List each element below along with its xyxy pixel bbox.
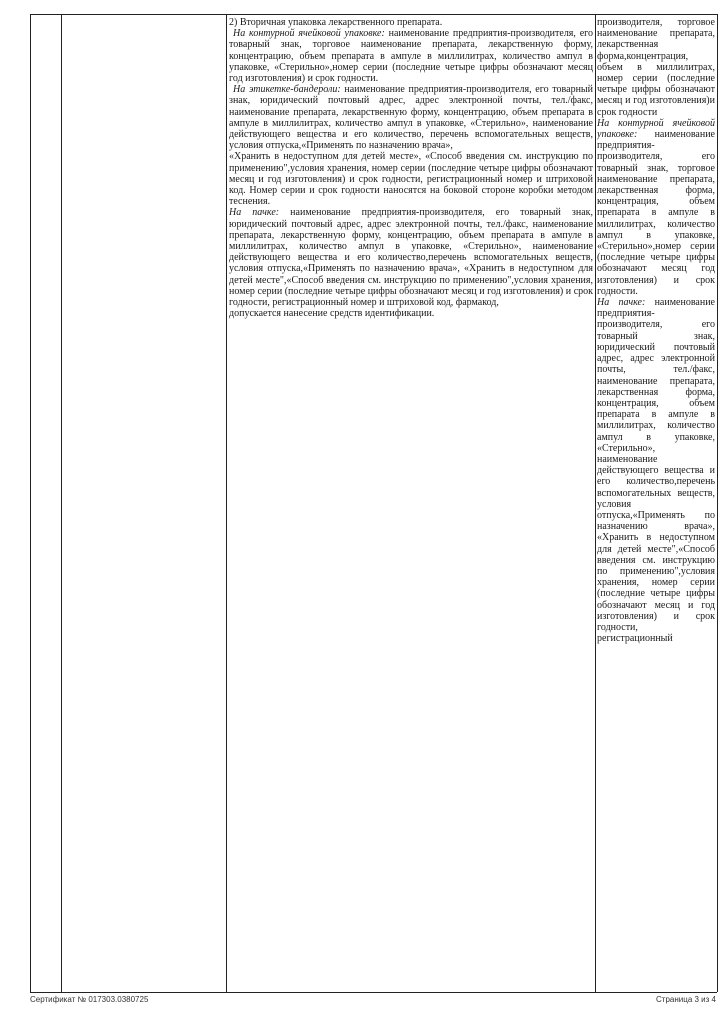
table-border-right <box>717 14 718 992</box>
label-blister: На контурной ячейковой упаковке: <box>233 28 385 40</box>
side-label-pack: На пачке: <box>597 297 646 309</box>
table-column-divider <box>61 14 62 992</box>
packaging-description-cell <box>229 17 593 577</box>
side-text-blister: наименование предприятия-производителя, его товарный знак, торговое наименование препарата, лекарственная форма, концентрация, объем препарата в ампуле в миллилитрах, количество ампул в упаковке, «Стерильно»,номер серии (последние четыре цифры обозначают месяц год изготовления) и срок годности. <box>597 129 715 297</box>
text-banderole: наименование предприятия-производителя, его товарный знак, юридический почтовый адрес, адрес электронной почты, тел./факс, наименование препарата, лекарственную форму, концентрацию, объем препарата в ампуле в миллилитрах, количество ампул в упаковке, «Стерильно», наименование действующего вещества и его количество, перечень вспомогательных веществ, условия отпуска,«Применять по назначению врача», <box>229 84 593 152</box>
table-border-bottom <box>30 992 717 993</box>
side-paragraph-continuation: производителя, торговое наименование препарата, лекарственная форма,концентрация, объем в миллилитрах, номер серии (последние четыре цифры обозначают месяц и год изготовления)и срок годности <box>597 17 715 118</box>
label-pack: На пачке: <box>229 207 280 219</box>
text-blister: наименование предприятия-производителя, его товарный знак, торговое наименование препарата, лекарственную форму, концентрацию, объем препарата в ампуле в миллилитрах, количество ампул в упаковке, «Стерильно»,номер серии (последние четыре цифры обозначают месяц год изготовления) и срок годности. <box>229 28 593 85</box>
section-heading: 2) Вторичная упаковка лекарственного препарата. <box>229 17 443 28</box>
table-column-divider <box>595 14 596 992</box>
certificate-number: Сертификат № 017303.0380725 <box>30 995 149 1004</box>
side-text-pack: наименование предприятия-производителя, его товарный знак, юридический почтовый адрес, адрес электронной почты, тел./факс, наименование препарата, лекарственная форма, концентрация, объем препарата в ампуле в миллилитрах, количество ампул в упаковке, «Стерильно», наименование действующего вещества и его количество,перечень вспомогательных веществ, условия отпуска,«Применять по назначению врача», «Хранить в недоступном для детей месте",«Способ введения см. инструкцию по применению",условия хранения, номер серии (последние четыре цифры обозначают месяц и год изготовления) и срок годности, регистрационный <box>597 297 715 645</box>
side-label-blister: На контурной ячейковой упаковке: <box>597 117 715 141</box>
label-banderole: На этикетке-бандероли: <box>233 84 341 96</box>
table-column-divider <box>226 14 227 992</box>
paragraph-pack <box>229 207 593 308</box>
side-paragraph-blister <box>597 118 715 297</box>
page-number: Страница 3 из 4 <box>656 995 716 1004</box>
paragraph-blister <box>229 28 593 84</box>
text-pack: наименование предприятия-производителя, его товарный знак, юридический почтовый адрес, адрес электронной почты, тел./факс, наименование препарата, лекарственную форму, концентрацию, объем препарата в ампуле в миллилитрах, количество ампул в упаковке, «Стерильно», наименование действующего вещества и его количество,перечень вспомогательных веществ, условия отпуска,«Применять по назначению врача», «Хранить в недоступном для детей месте",«Способ введения см. инструкцию по применению",условия хранения, номер серии (последние четыре цифры обозначают месяц и год изготовления) и срок годности, регистрационный номер и штриховой код, фармакод, <box>229 207 593 309</box>
table-border-top <box>30 14 717 15</box>
paragraph-banderole <box>229 84 593 151</box>
table-border-left <box>30 14 31 992</box>
paragraph-storage: «Хранить в недоступном для детей месте», «Способ введения см. инструкцию по применению",условия хранения, номер серии (последние четыре цифры обозначают месяц и год изготовления) и срок годности, регистрационный номер и штриховой код. Номер серии и срок годности наносятся на боковой стороне коробки методом теснения. <box>229 151 593 208</box>
paragraph-identification: допускается нанесение средств идентификации. <box>229 308 435 320</box>
packaging-side-cell <box>597 17 715 989</box>
side-paragraph-pack <box>597 297 715 644</box>
